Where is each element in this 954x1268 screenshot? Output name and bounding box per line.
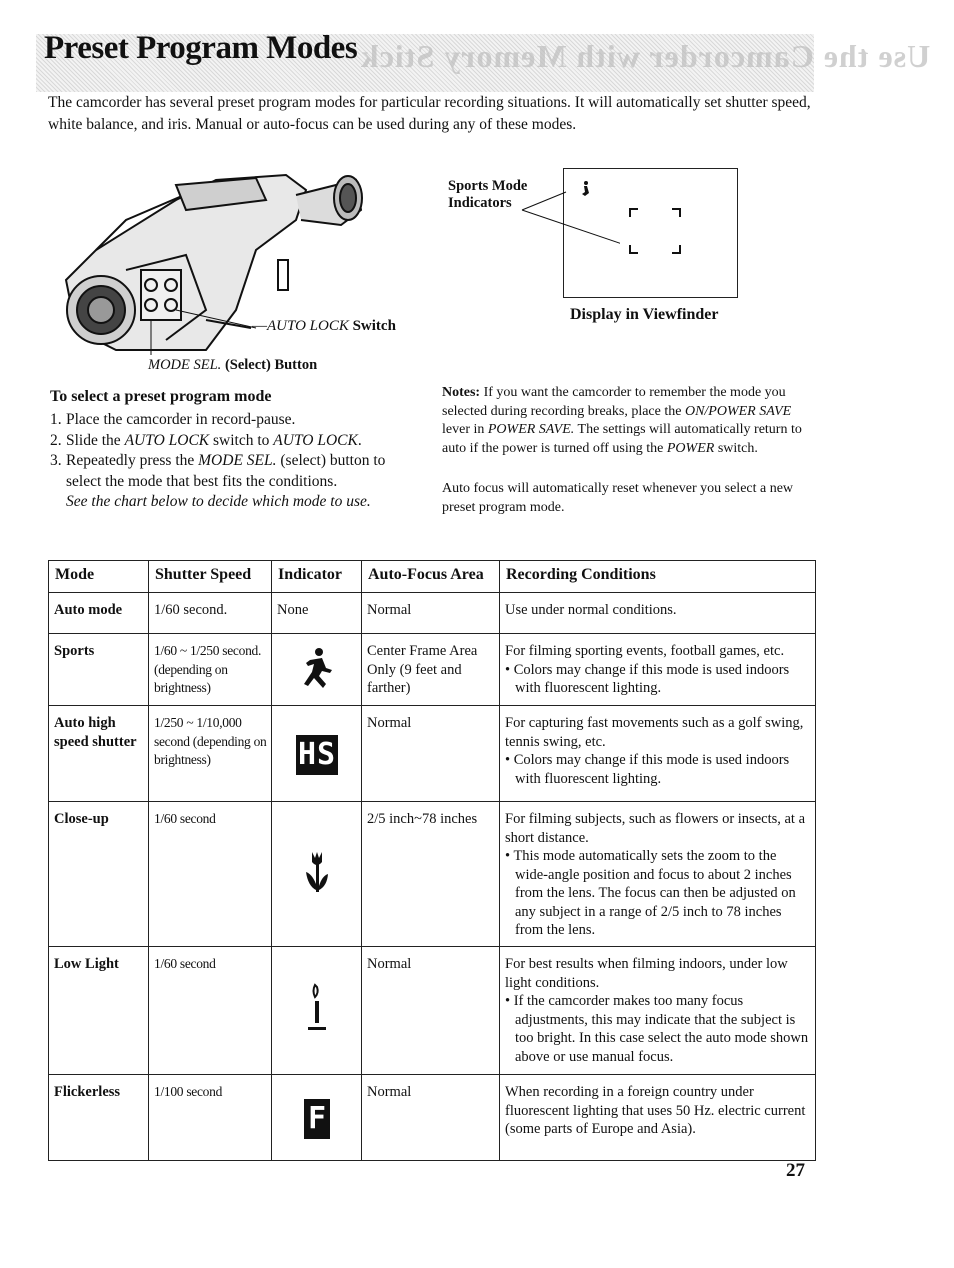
sports-mode-indicators-label: Sports Mode Indicators (448, 178, 528, 211)
table-row (49, 706, 816, 802)
shutter-cell: 1/60 second (149, 802, 272, 947)
table-row (49, 947, 816, 1075)
step-hint: See the chart below to decide which mode to use. (66, 493, 371, 510)
intro-paragraph: The camcorder has several preset program modes for particular recording situations. It will automatically set shutter speed, white balance, and iris. Manual or auto-focus can be used during any of these modes. (48, 94, 811, 133)
shutter-cell: 1/100 second (149, 1075, 272, 1161)
mode-cell: Close-up (49, 802, 149, 947)
shutter-cell: 1/60 second (149, 947, 272, 1075)
af-cell: Normal (362, 593, 500, 634)
indicator-cell: None (272, 593, 362, 634)
mode-cell: Sports (49, 634, 149, 706)
conditions-cell: For filming sporting events, football games, etc. • Colors may change if this mode is used indoors with fluorescent lighting. (500, 634, 816, 706)
af-cell: Normal (362, 1075, 500, 1161)
indicator-cell (272, 634, 362, 706)
mode-cell: Auto high speed shutter (49, 706, 149, 802)
af-cell: 2/5 inch~78 inches (362, 802, 500, 947)
header-indicator: Indicator (272, 561, 362, 593)
mode-cell: Low Light (49, 947, 149, 1075)
mode-sel-button-label: MODE SEL. (Select) Button (148, 357, 318, 373)
step-3: 3. Repeatedly press the MODE SEL. (select) button to select the mode that best fits the conditions. (50, 452, 386, 490)
conditions-cell: For best results when filming indoors, under low light conditions. • If the camcorder makes too many focus adjustments, this may indicate that the subject is too bright. In this case select the auto mode shown above or use manual focus. (500, 947, 816, 1075)
viewfinder-caption: Display in Viewfinder (570, 306, 719, 323)
f-icon: F (304, 1099, 330, 1139)
step-2: 2. Slide the AUTO LOCK switch to AUTO LOCK. (50, 431, 362, 449)
table-row (49, 1075, 816, 1161)
table-row (49, 802, 816, 947)
page-title: Preset Program Modes (44, 30, 358, 66)
conditions-cell: When recording in a foreign country under fluorescent lighting that uses 50 Hz. electric current (some parts of Europe and Asia). (500, 1075, 816, 1161)
notes-paragraph: Notes: If you want the camcorder to remember the mode you selected during recording breaks, place the ON/POWER SAVE lever in POWER SAVE. The settings will automatically return to auto if the power is turned off using the POWER switch. (442, 385, 802, 456)
af-cell: Normal (362, 706, 500, 802)
shutter-cell: 1/60 second. (149, 593, 272, 634)
af-cell: Normal (362, 947, 500, 1075)
auto-lock-switch-label: —AUTO LOCK Switch (252, 318, 396, 334)
instructions-heading: To select a preset program mode (50, 388, 272, 405)
flower-icon (302, 850, 332, 894)
af-cell: Center Frame Area Only (9 feet and farther) (362, 634, 500, 706)
bleed-through-text: Use the Camcorder with Memory Stick (360, 38, 931, 74)
conditions-cell: For capturing fast movements such as a golf swing, tennis swing, etc. • Colors may change if this mode is used indoors with fluorescent lighting. (500, 706, 816, 802)
page-number: 27 (786, 1160, 805, 1181)
preset-modes-table (48, 560, 816, 1161)
indicator-cell (272, 1075, 362, 1161)
table-row (49, 634, 816, 706)
hs-icon: HS (296, 735, 338, 775)
indicator-cell (272, 947, 362, 1075)
instruction-steps (50, 410, 420, 513)
header-recording-conditions: Recording Conditions (500, 561, 816, 593)
header-mode: Mode (49, 561, 149, 593)
shutter-cell: 1/250 ~ 1/10,000 second (depending on brightness) (149, 706, 272, 802)
conditions-cell: For filming subjects, such as flowers or insects, at a short distance. • This mode automatically sets the zoom to the wide-angle position and focus to about 2 inches from the lens. The focus can then be adjusted on any subject in a range of 2/5 inch to 78 inches from the lens. (500, 802, 816, 947)
indicator-cell (272, 706, 362, 802)
indicator-cell (272, 802, 362, 947)
mode-cell: Auto mode (49, 593, 149, 634)
autofocus-note: Auto focus will automatically reset whenever you select a new preset program mode. (442, 481, 794, 515)
indicator-leader-lines (500, 180, 620, 260)
table-row (49, 593, 816, 634)
header-shutter-speed: Shutter Speed (149, 561, 272, 593)
table-header-row (49, 561, 816, 593)
mode-cell: Flickerless (49, 1075, 149, 1161)
running-man-icon (302, 646, 332, 690)
step-1: 1. Place the camcorder in record-pause. (50, 411, 296, 428)
header-auto-focus-area: Auto-Focus Area (362, 561, 500, 593)
shutter-cell: 1/60 ~ 1/250 second. (depending on brightness) (149, 634, 272, 706)
conditions-cell: Use under normal conditions. (500, 593, 816, 634)
candle-icon (302, 983, 332, 1035)
